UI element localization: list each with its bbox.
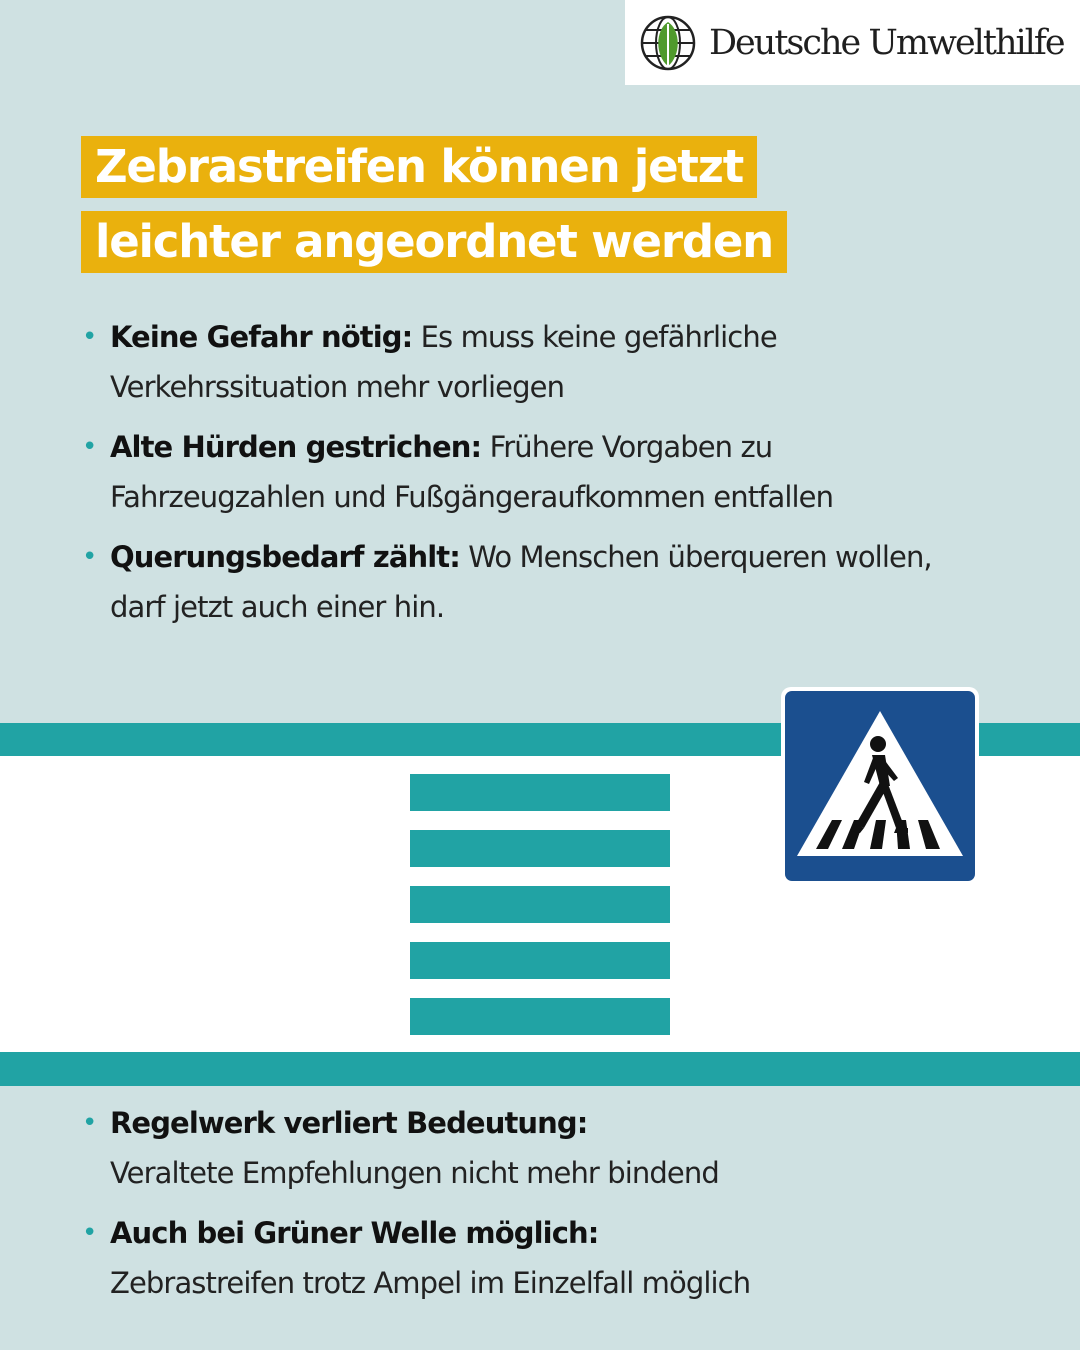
brand-name: Deutsche Umwelthilfe xyxy=(709,22,1064,63)
headline-line-1: Zebrastreifen können jetzt xyxy=(81,136,757,198)
bullet-dot-icon: • xyxy=(82,1108,97,1138)
bullet-dot-icon: • xyxy=(82,432,97,462)
zebra-stripe xyxy=(410,998,670,1035)
zebra-stripe xyxy=(410,774,670,811)
bullet-title: Regelwerk verliert Bedeutung: xyxy=(110,1106,588,1140)
bullet-text: Zebrastreifen trotz Ampel im Einzelfall möglich xyxy=(110,1266,751,1300)
zebra-stripe xyxy=(410,886,670,923)
road-edge-bottom xyxy=(0,1052,1080,1086)
zebra-stripe xyxy=(410,942,670,979)
bullet-item xyxy=(80,1098,980,1198)
bullet-item xyxy=(80,422,980,522)
bullet-dot-icon: • xyxy=(82,542,97,572)
bullet-title: Auch bei Grüner Welle möglich: xyxy=(110,1216,599,1250)
bullet-dot-icon: • xyxy=(82,1218,97,1248)
bullet-item xyxy=(80,1208,980,1308)
bullet-title: Querungsbedarf zählt: xyxy=(110,540,460,574)
globe-leaf-icon xyxy=(639,14,697,72)
bullet-text: Veraltete Empfehlungen nicht mehr bindend xyxy=(110,1156,719,1190)
bullet-title: Keine Gefahr nötig: xyxy=(110,320,413,354)
pedestrian-crossing-sign-icon xyxy=(780,686,980,886)
bullet-title: Alte Hürden gestrichen: xyxy=(110,430,482,464)
brand-logo xyxy=(625,0,1080,85)
bullet-list-top xyxy=(80,312,980,642)
bullet-text: Es muss keine gefährliche Verkehrssituation mehr vorliegen xyxy=(110,320,777,404)
bullet-item xyxy=(80,532,980,632)
bullet-dot-icon: • xyxy=(82,322,97,352)
bullet-text: Wo Menschen überqueren wollen, darf jetzt auch einer hin. xyxy=(110,540,932,624)
headline-line-2: leichter angeordnet werden xyxy=(81,211,787,273)
bullet-list-bottom xyxy=(80,1098,980,1318)
zebra-stripe xyxy=(410,830,670,867)
bullet-item xyxy=(80,312,980,412)
bullet-text: Frühere Vorgaben zu Fahrzeugzahlen und Fußgängeraufkommen entfallen xyxy=(110,430,834,514)
